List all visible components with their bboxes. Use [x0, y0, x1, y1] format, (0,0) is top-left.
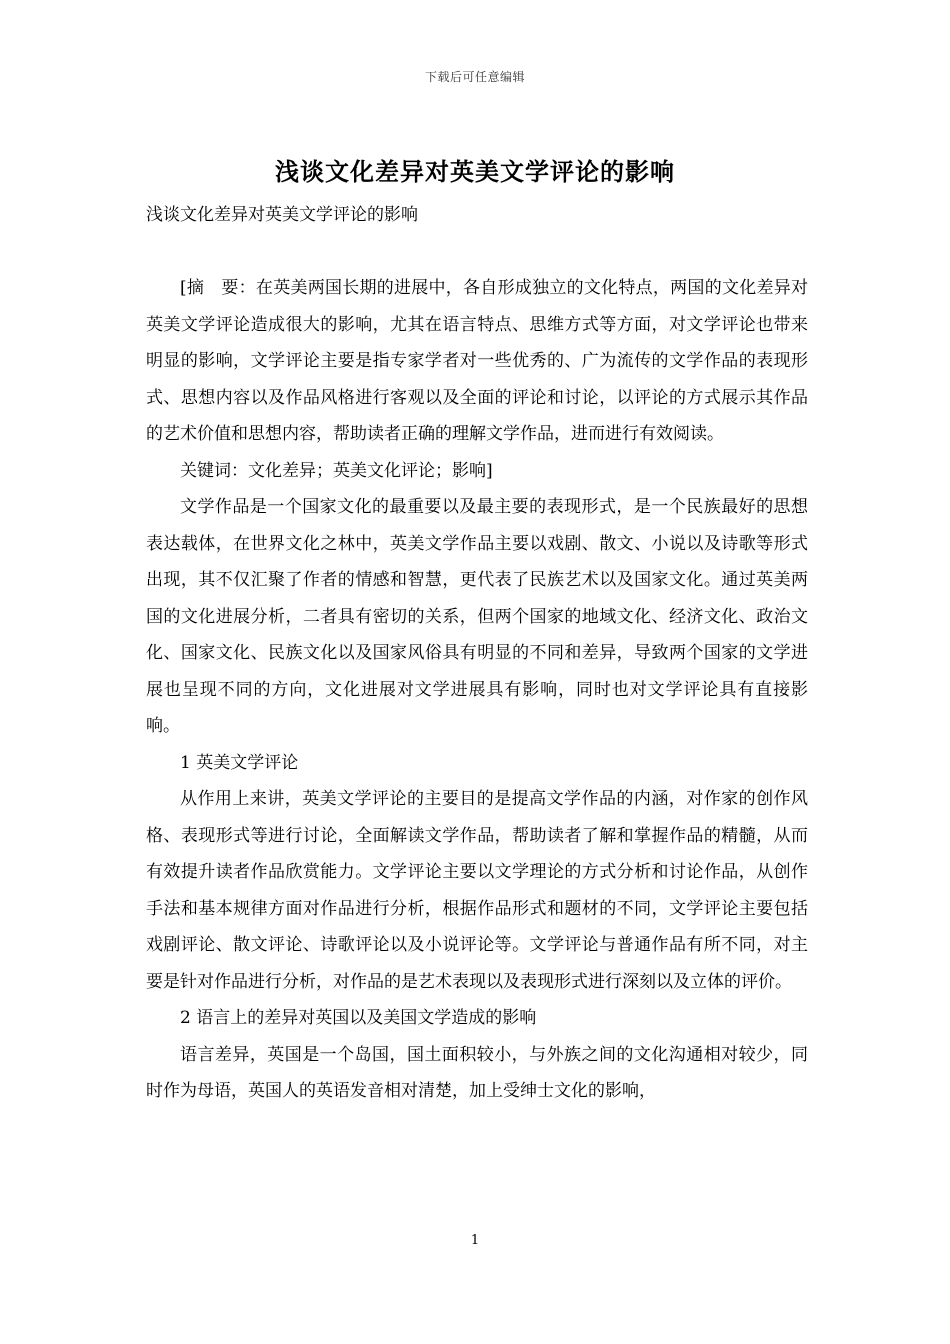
page-number: 1: [470, 1233, 480, 1248]
document-body: [146, 197, 808, 1110]
section-2-paragraph: 语言差异，英国是一个岛国，国土面积较小，与外族之间的文化沟通相对较少，同时作为母语，英国人的英语发音相对清楚，加上受绅士文化的影响，: [146, 1044, 808, 1101]
section-1-paragraph: 从作用上来讲，英美文学评论的主要目的是提高文学作品的内涵，对作家的创作风格、表现形式等进行讨论，全面解读文学作品，帮助读者了解和掌握作品的精髓，从而有效提升读者作品欣赏能力。文学评论主要以文学理论的方式分析和讨论作品，从创作手法和基本规律方面对作品进行分析，根据作品形式和题材的不同，文学评论主要包括戏剧评论、散文评论、诗歌评论以及小说评论等。文学评论与普通作品有所不同，对主要是针对作品进行分析，对作品的是艺术表现以及表现形式进行深刻以及立体的评价。: [146, 789, 808, 992]
section-2-heading: 2 语言上的差异对英国以及美国文学造成的影响: [180, 1008, 537, 1028]
header-note: 下载后可任意编辑: [424, 70, 525, 84]
document-subtitle: 浅谈文化差异对英美文学评论的影响: [146, 205, 418, 225]
intro-paragraph: 文学作品是一个国家文化的最重要以及最主要的表现形式，是一个民族最好的思想表达载体，在世界文化之林中，英美文学作品主要以戏剧、散文、小说以及诗歌等形式出现，其不仅汇聚了作者的情感和智慧，更代表了民族艺术以及国家文化。通过英美两国的文化进展分析，二者具有密切的关系，但两个国家的地域文化、经济文化、政治文化、国家文化、民族文化以及国家风俗具有明显的不同和差异，导致两个国家的文学进展也呈现不同的方向，文化进展对文学进展具有影响，同时也对文学评论具有直接影响。: [146, 497, 808, 736]
section-1-heading: 1 英美文学评论: [180, 752, 299, 773]
abstract-paragraph: [摘 要：在英美两国长期的进展中，各自形成独立的文化特点，两国的文化差异对英美文学评论造成很大的影响，尤其在语言特点、思维方式等方面，对文学评论也带来明显的影响，文学评论主要是指专家学者对一些优秀的、广为流传的文学作品的表现形式、思想内容以及作品风格进行客观以及全面的评论和讨论，以评论的方式展示其作品的艺术价值和思想内容，帮助读者正确的理解文学作品，进而进行有效阅读。: [146, 278, 808, 444]
document-title: 浅谈文化差异对英美文学评论的影响: [275, 157, 675, 186]
keywords-line: 关键词：文化差异；英美文化评论；影响]: [180, 460, 493, 481]
